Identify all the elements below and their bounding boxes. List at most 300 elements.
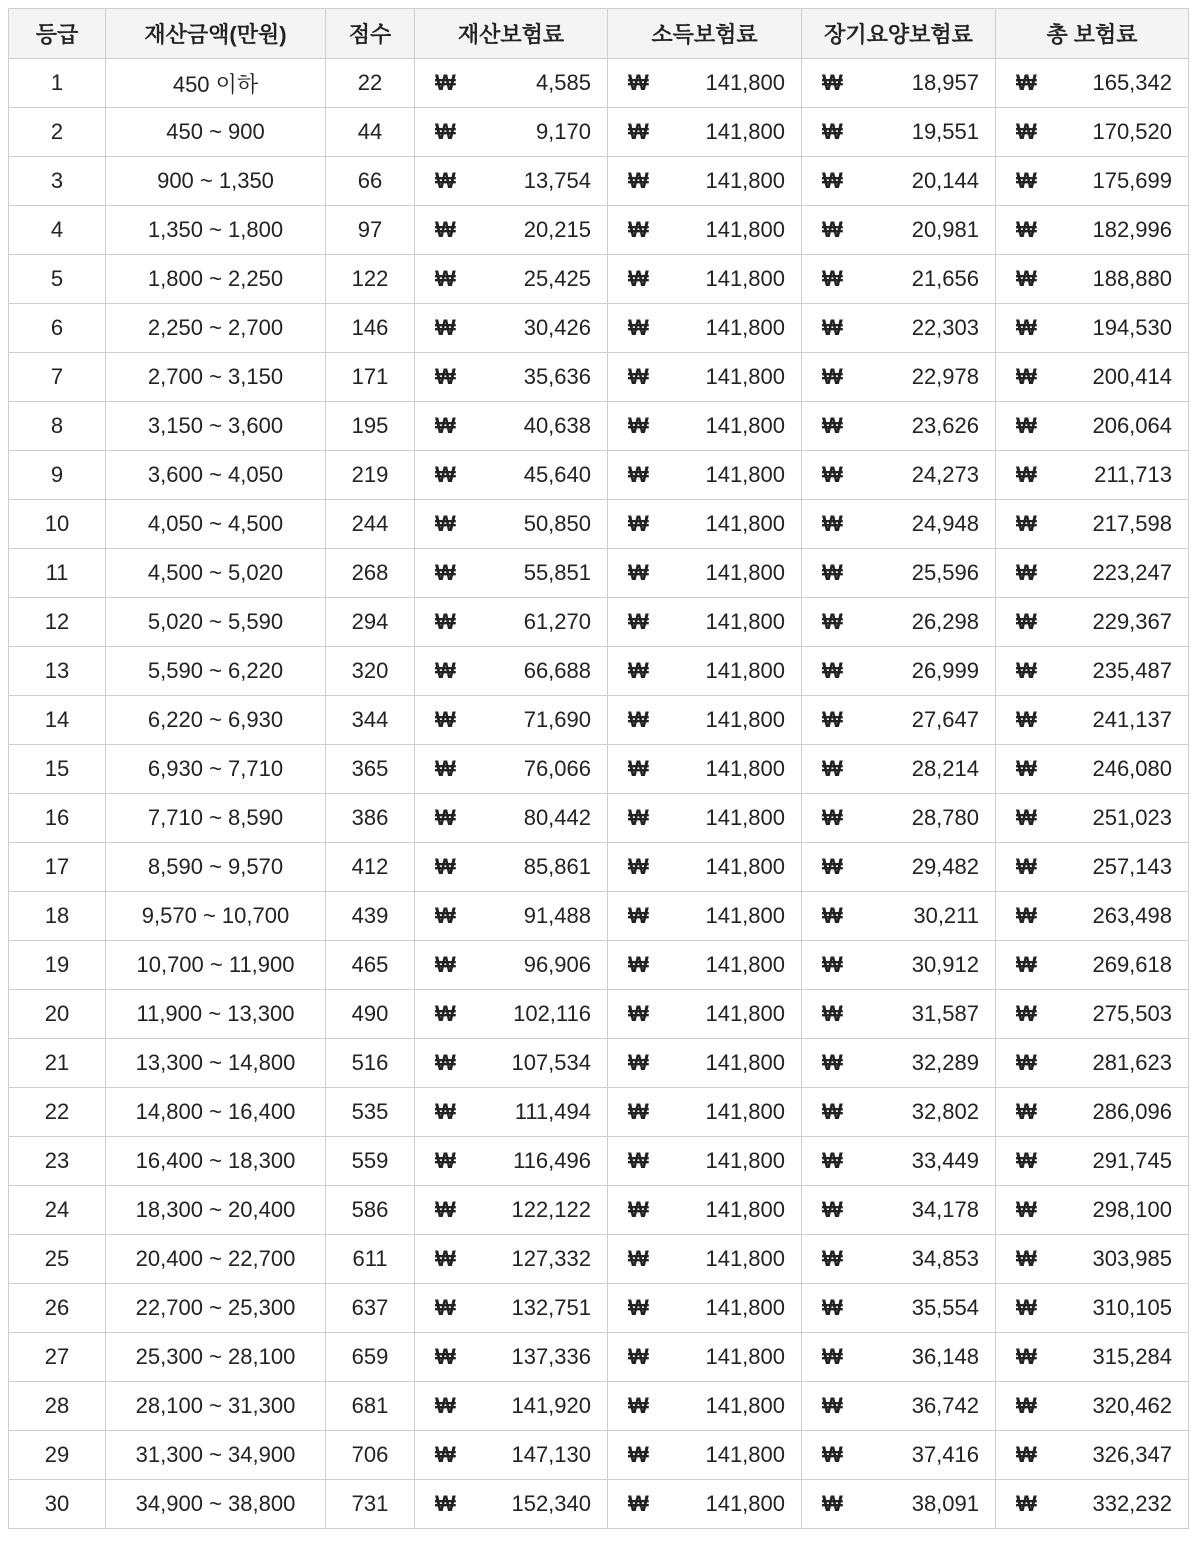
total-premium-value: 275,503 [1092,1001,1172,1026]
won-symbol: ₩ [435,364,456,389]
cell-long-term-care-premium [802,1088,996,1137]
property-premium-value: 152,340 [511,1491,591,1516]
cell-score: 659 [326,1333,415,1382]
cell-total-premium [996,794,1189,843]
property-premium-value: 107,534 [511,1050,591,1075]
won-symbol: ₩ [822,658,843,683]
cell-long-term-care-premium [802,843,996,892]
won-symbol: ₩ [628,658,649,683]
long-term-care-premium-value: 32,802 [911,1099,979,1124]
total-premium-value: 206,064 [1092,413,1172,438]
cell-property-amount: 1,350 ~ 1,800 [106,206,326,255]
won-symbol: ₩ [435,70,456,95]
long-term-care-premium-value: 21,656 [911,266,979,291]
cell-property-premium [415,500,608,549]
total-premium-value: 200,414 [1092,364,1172,389]
income-premium-value: 141,800 [705,1246,785,1271]
won-symbol: ₩ [628,168,649,193]
income-premium-value: 141,800 [705,315,785,340]
long-term-care-premium-value: 31,587 [911,1001,979,1026]
cell-property-premium [415,647,608,696]
cell-long-term-care-premium [802,255,996,304]
won-symbol: ₩ [1016,70,1037,95]
won-symbol: ₩ [1016,462,1037,487]
cell-grade: 4 [9,206,106,255]
cell-grade: 11 [9,549,106,598]
won-symbol: ₩ [1016,1344,1037,1369]
cell-long-term-care-premium [802,941,996,990]
long-term-care-premium-value: 23,626 [911,413,979,438]
won-symbol: ₩ [1016,266,1037,291]
won-symbol: ₩ [628,266,649,291]
won-symbol: ₩ [628,1295,649,1320]
cell-property-amount: 18,300 ~ 20,400 [106,1186,326,1235]
cell-score: 490 [326,990,415,1039]
cell-property-premium [415,794,608,843]
total-premium-value: 257,143 [1092,854,1172,879]
cell-property-amount: 450 ~ 900 [106,108,326,157]
won-symbol: ₩ [822,756,843,781]
won-symbol: ₩ [1016,952,1037,977]
header-property-premium: 재산보험료 [415,9,608,59]
cell-income-premium [608,59,802,108]
property-premium-value: 9,170 [535,119,591,144]
cell-total-premium [996,59,1189,108]
won-symbol: ₩ [435,952,456,977]
cell-grade: 27 [9,1333,106,1382]
cell-property-premium [415,1284,608,1333]
long-term-care-premium-value: 22,978 [911,364,979,389]
income-premium-value: 141,800 [705,217,785,242]
cell-score: 244 [326,500,415,549]
cell-score: 611 [326,1235,415,1284]
cell-grade: 18 [9,892,106,941]
long-term-care-premium-value: 30,912 [911,952,979,977]
table-row [9,696,1189,745]
cell-total-premium [996,1137,1189,1186]
cell-long-term-care-premium [802,892,996,941]
cell-total-premium [996,1186,1189,1235]
won-symbol: ₩ [435,1344,456,1369]
total-premium-value: 320,462 [1092,1393,1172,1418]
won-symbol: ₩ [435,903,456,928]
long-term-care-premium-value: 34,853 [911,1246,979,1271]
cell-total-premium [996,598,1189,647]
won-symbol: ₩ [822,70,843,95]
income-premium-value: 141,800 [705,1197,785,1222]
table-row [9,843,1189,892]
cell-property-amount: 22,700 ~ 25,300 [106,1284,326,1333]
cell-property-amount: 2,250 ~ 2,700 [106,304,326,353]
cell-property-amount: 9,570 ~ 10,700 [106,892,326,941]
cell-property-amount: 7,710 ~ 8,590 [106,794,326,843]
cell-long-term-care-premium [802,1137,996,1186]
won-symbol: ₩ [822,413,843,438]
cell-property-amount: 13,300 ~ 14,800 [106,1039,326,1088]
long-term-care-premium-value: 20,144 [911,168,979,193]
cell-score: 171 [326,353,415,402]
property-premium-value: 122,122 [511,1197,591,1222]
cell-score: 66 [326,157,415,206]
long-term-care-premium-value: 38,091 [911,1491,979,1516]
won-symbol: ₩ [1016,756,1037,781]
cell-total-premium [996,353,1189,402]
cell-property-amount: 20,400 ~ 22,700 [106,1235,326,1284]
won-symbol: ₩ [822,1148,843,1173]
cell-income-premium [608,549,802,598]
cell-income-premium [608,1186,802,1235]
won-symbol: ₩ [1016,413,1037,438]
cell-total-premium [996,206,1189,255]
cell-long-term-care-premium [802,108,996,157]
cell-income-premium [608,1284,802,1333]
income-premium-value: 141,800 [705,903,785,928]
cell-income-premium [608,1333,802,1382]
cell-income-premium [608,1235,802,1284]
won-symbol: ₩ [822,903,843,928]
cell-grade: 16 [9,794,106,843]
property-premium-value: 147,130 [511,1442,591,1467]
won-symbol: ₩ [435,217,456,242]
won-symbol: ₩ [1016,217,1037,242]
table-row [9,402,1189,451]
cell-score: 439 [326,892,415,941]
total-premium-value: 223,247 [1092,560,1172,585]
long-term-care-premium-value: 37,416 [911,1442,979,1467]
cell-total-premium [996,1431,1189,1480]
cell-property-premium [415,696,608,745]
property-premium-value: 35,636 [523,364,591,389]
cell-income-premium [608,1382,802,1431]
total-premium-value: 229,367 [1092,609,1172,634]
table-row [9,206,1189,255]
won-symbol: ₩ [628,756,649,781]
cell-grade: 20 [9,990,106,1039]
won-symbol: ₩ [435,1050,456,1075]
cell-long-term-care-premium [802,1382,996,1431]
cell-property-amount: 6,220 ~ 6,930 [106,696,326,745]
total-premium-value: 286,096 [1092,1099,1172,1124]
total-premium-value: 263,498 [1092,903,1172,928]
won-symbol: ₩ [1016,1295,1037,1320]
won-symbol: ₩ [1016,1197,1037,1222]
table-row [9,892,1189,941]
table-row [9,1480,1189,1529]
won-symbol: ₩ [435,413,456,438]
cell-property-premium [415,941,608,990]
cell-grade: 1 [9,59,106,108]
cell-property-amount: 450 이하 [106,59,326,108]
cell-income-premium [608,745,802,794]
cell-total-premium [996,157,1189,206]
won-symbol: ₩ [1016,1393,1037,1418]
income-premium-value: 141,800 [705,658,785,683]
income-premium-value: 141,800 [705,119,785,144]
long-term-care-premium-value: 30,211 [913,903,979,928]
cell-income-premium [608,1137,802,1186]
income-premium-value: 141,800 [705,413,785,438]
won-symbol: ₩ [628,462,649,487]
cell-grade: 10 [9,500,106,549]
cell-grade: 3 [9,157,106,206]
won-symbol: ₩ [822,364,843,389]
won-symbol: ₩ [435,560,456,585]
cell-score: 586 [326,1186,415,1235]
cell-grade: 15 [9,745,106,794]
cell-long-term-care-premium [802,1284,996,1333]
cell-grade: 14 [9,696,106,745]
income-premium-value: 141,800 [705,1148,785,1173]
table-row [9,1186,1189,1235]
won-symbol: ₩ [628,952,649,977]
cell-grade: 12 [9,598,106,647]
won-symbol: ₩ [628,413,649,438]
cell-total-premium [996,1333,1189,1382]
won-symbol: ₩ [435,707,456,732]
cell-total-premium [996,990,1189,1039]
income-premium-value: 141,800 [705,854,785,879]
won-symbol: ₩ [435,119,456,144]
won-symbol: ₩ [435,1246,456,1271]
table-row [9,255,1189,304]
header-property-amount: 재산금액(만원) [106,9,326,59]
cell-property-amount: 14,800 ~ 16,400 [106,1088,326,1137]
cell-property-premium [415,206,608,255]
won-symbol: ₩ [1016,168,1037,193]
cell-long-term-care-premium [802,549,996,598]
won-symbol: ₩ [628,1442,649,1467]
cell-score: 465 [326,941,415,990]
table-row [9,745,1189,794]
cell-grade: 29 [9,1431,106,1480]
cell-income-premium [608,794,802,843]
income-premium-value: 141,800 [705,511,785,536]
cell-grade: 26 [9,1284,106,1333]
cell-property-amount: 6,930 ~ 7,710 [106,745,326,794]
cell-score: 535 [326,1088,415,1137]
cell-total-premium [996,647,1189,696]
cell-grade: 7 [9,353,106,402]
won-symbol: ₩ [822,707,843,732]
cell-income-premium [608,451,802,500]
won-symbol: ₩ [435,1393,456,1418]
cell-score: 706 [326,1431,415,1480]
income-premium-value: 141,800 [705,1001,785,1026]
cell-property-amount: 8,590 ~ 9,570 [106,843,326,892]
cell-property-premium [415,892,608,941]
won-symbol: ₩ [435,462,456,487]
total-premium-value: 194,530 [1092,315,1172,340]
long-term-care-premium-value: 26,298 [911,609,979,634]
won-symbol: ₩ [822,1050,843,1075]
total-premium-value: 182,996 [1092,217,1172,242]
property-premium-value: 4,585 [535,70,591,95]
total-premium-value: 310,105 [1092,1295,1172,1320]
cell-total-premium [996,1235,1189,1284]
table-row [9,451,1189,500]
table-row [9,549,1189,598]
table-row [9,1039,1189,1088]
premium-table [8,8,1189,1529]
cell-grade: 23 [9,1137,106,1186]
cell-total-premium [996,941,1189,990]
income-premium-value: 141,800 [705,364,785,389]
income-premium-value: 141,800 [705,707,785,732]
won-symbol: ₩ [628,560,649,585]
income-premium-value: 141,800 [705,1295,785,1320]
won-symbol: ₩ [1016,364,1037,389]
won-symbol: ₩ [435,511,456,536]
cell-score: 195 [326,402,415,451]
cell-total-premium [996,1088,1189,1137]
cell-long-term-care-premium [802,1235,996,1284]
cell-grade: 8 [9,402,106,451]
cell-score: 637 [326,1284,415,1333]
table-row [9,1382,1189,1431]
income-premium-value: 141,800 [705,952,785,977]
cell-income-premium [608,206,802,255]
property-premium-value: 55,851 [523,560,591,585]
won-symbol: ₩ [435,315,456,340]
long-term-care-premium-value: 18,957 [911,70,979,95]
long-term-care-premium-value: 26,999 [911,658,979,683]
property-premium-value: 50,850 [523,511,591,536]
header-grade: 등급 [9,9,106,59]
won-symbol: ₩ [628,70,649,95]
long-term-care-premium-value: 25,596 [911,560,979,585]
won-symbol: ₩ [628,805,649,830]
cell-long-term-care-premium [802,353,996,402]
cell-long-term-care-premium [802,1039,996,1088]
cell-property-amount: 3,600 ~ 4,050 [106,451,326,500]
cell-long-term-care-premium [802,598,996,647]
cell-property-amount: 5,020 ~ 5,590 [106,598,326,647]
cell-score: 559 [326,1137,415,1186]
table-row [9,108,1189,157]
cell-income-premium [608,892,802,941]
property-premium-value: 61,270 [523,609,591,634]
cell-property-premium [415,745,608,794]
cell-long-term-care-premium [802,1480,996,1529]
cell-score: 386 [326,794,415,843]
won-symbol: ₩ [822,1099,843,1124]
property-premium-value: 25,425 [523,266,591,291]
long-term-care-premium-value: 36,742 [911,1393,979,1418]
won-symbol: ₩ [1016,903,1037,928]
cell-total-premium [996,108,1189,157]
cell-income-premium [608,304,802,353]
cell-total-premium [996,304,1189,353]
cell-property-premium [415,451,608,500]
cell-property-amount: 900 ~ 1,350 [106,157,326,206]
total-premium-value: 235,487 [1092,658,1172,683]
total-premium-value: 332,232 [1092,1491,1172,1516]
cell-property-amount: 11,900 ~ 13,300 [106,990,326,1039]
long-term-care-premium-value: 19,551 [911,119,979,144]
cell-long-term-care-premium [802,647,996,696]
property-premium-value: 71,690 [523,707,591,732]
cell-score: 268 [326,549,415,598]
total-premium-value: 217,598 [1092,511,1172,536]
won-symbol: ₩ [822,1442,843,1467]
cell-income-premium [608,598,802,647]
table-row [9,598,1189,647]
won-symbol: ₩ [1016,707,1037,732]
won-symbol: ₩ [1016,511,1037,536]
cell-grade: 21 [9,1039,106,1088]
total-premium-value: 326,347 [1092,1442,1172,1467]
cell-property-premium [415,1235,608,1284]
cell-property-premium [415,1382,608,1431]
long-term-care-premium-value: 33,449 [911,1148,979,1173]
cell-long-term-care-premium [802,304,996,353]
won-symbol: ₩ [435,756,456,781]
cell-grade: 28 [9,1382,106,1431]
table-row [9,941,1189,990]
premium-table-container [8,8,1189,1529]
cell-total-premium [996,745,1189,794]
won-symbol: ₩ [1016,1148,1037,1173]
won-symbol: ₩ [822,1295,843,1320]
cell-total-premium [996,892,1189,941]
cell-property-amount: 3,150 ~ 3,600 [106,402,326,451]
cell-total-premium [996,255,1189,304]
table-row [9,353,1189,402]
cell-grade: 25 [9,1235,106,1284]
total-premium-value: 175,699 [1092,168,1172,193]
cell-total-premium [996,1284,1189,1333]
cell-property-amount: 10,700 ~ 11,900 [106,941,326,990]
property-premium-value: 111,494 [514,1099,591,1124]
income-premium-value: 141,800 [705,1393,785,1418]
won-symbol: ₩ [628,1001,649,1026]
won-symbol: ₩ [435,266,456,291]
won-symbol: ₩ [628,511,649,536]
won-symbol: ₩ [1016,1442,1037,1467]
cell-property-premium [415,353,608,402]
won-symbol: ₩ [1016,1099,1037,1124]
cell-income-premium [608,157,802,206]
property-premium-value: 137,336 [511,1344,591,1369]
won-symbol: ₩ [435,658,456,683]
property-premium-value: 45,640 [523,462,591,487]
cell-long-term-care-premium [802,500,996,549]
cell-grade: 19 [9,941,106,990]
table-row [9,794,1189,843]
won-symbol: ₩ [1016,658,1037,683]
won-symbol: ₩ [1016,1491,1037,1516]
total-premium-value: 303,985 [1092,1246,1172,1271]
won-symbol: ₩ [822,1393,843,1418]
table-row [9,500,1189,549]
income-premium-value: 141,800 [705,168,785,193]
total-premium-value: 211,713 [1094,462,1172,487]
won-symbol: ₩ [435,1099,456,1124]
long-term-care-premium-value: 35,554 [911,1295,979,1320]
cell-property-amount: 31,300 ~ 34,900 [106,1431,326,1480]
cell-property-amount: 5,590 ~ 6,220 [106,647,326,696]
cell-property-premium [415,59,608,108]
cell-grade: 17 [9,843,106,892]
won-symbol: ₩ [435,168,456,193]
table-row [9,1088,1189,1137]
cell-property-premium [415,304,608,353]
won-symbol: ₩ [822,511,843,536]
won-symbol: ₩ [628,707,649,732]
property-premium-value: 141,920 [511,1393,591,1418]
cell-property-amount: 25,300 ~ 28,100 [106,1333,326,1382]
cell-total-premium [996,402,1189,451]
